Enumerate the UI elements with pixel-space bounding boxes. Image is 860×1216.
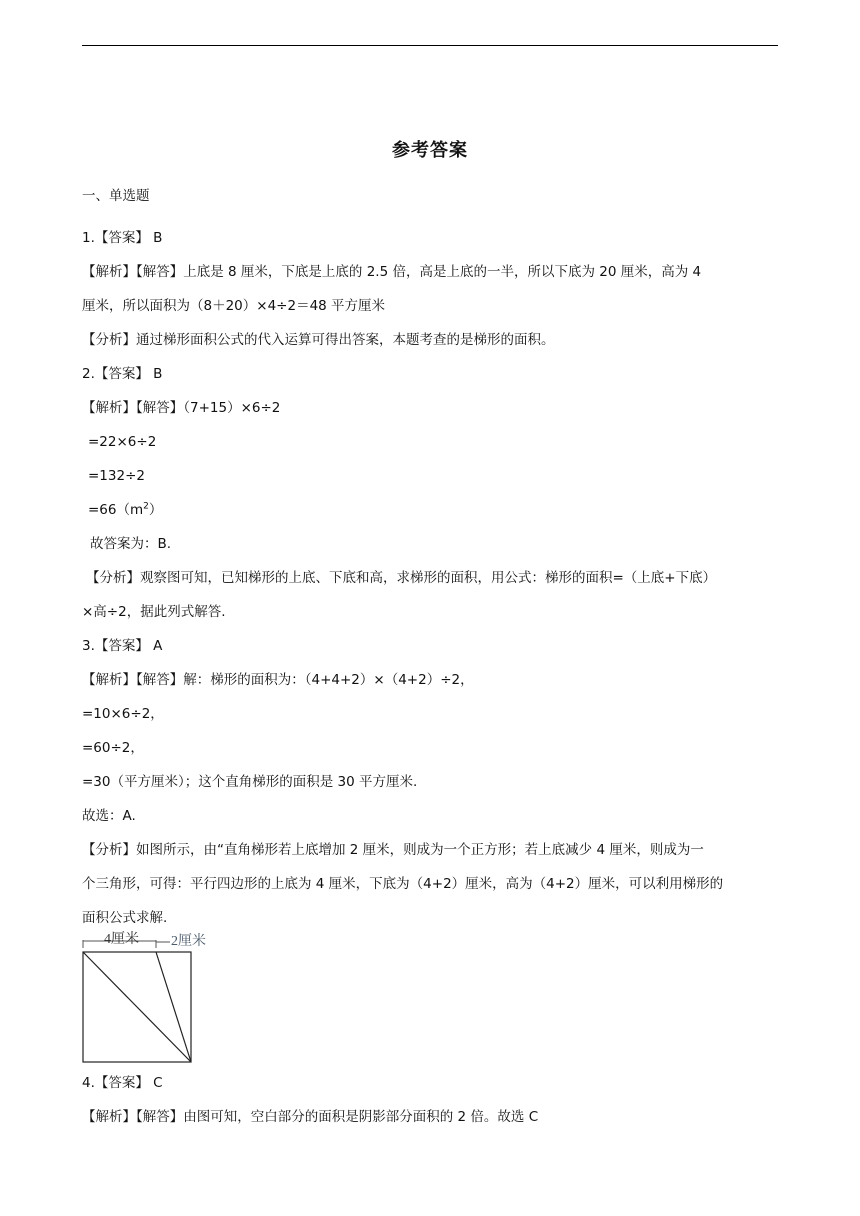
q3-step-3: =30（平方厘米）；这个直角梯形的面积是 30 平方厘米. bbox=[82, 774, 418, 790]
trapezoid-figure bbox=[80, 928, 210, 1066]
section-heading: 一、单选题 bbox=[82, 188, 150, 204]
header-rule bbox=[82, 45, 778, 46]
q4-analysis: 【解析】【解答】由图可知，空白部分的面积是阴影部分面积的 2 倍。故选 C bbox=[82, 1109, 539, 1125]
page-title: 参考答案 bbox=[392, 140, 468, 161]
q2-note-line-2: ×高÷2，据此列式解答. bbox=[82, 604, 226, 620]
q1-analysis-line-1: 【解析】【解答】上底是 8 厘米，下底是上底的 2.5 倍，高是上底的一半，所以下底为 20 厘米，高为 4 bbox=[82, 264, 702, 280]
q1-note: 【分析】通过梯形面积公式的代入运算可得出答案，本题考查的是梯形的面积。 bbox=[82, 332, 555, 348]
q2-answer: 2.【答案】 B bbox=[82, 366, 163, 382]
q2-step-3 bbox=[88, 500, 162, 520]
q3-step-1: =10×6÷2， bbox=[82, 706, 164, 722]
q3-note-line-2: 个三角形，可得：平行四边形的上底为 4 厘米，下底为（4+2）厘米，高为（4+2）厘米，可以利用梯形的 bbox=[82, 876, 724, 892]
q3-answer: 3.【答案】 A bbox=[82, 638, 163, 654]
q3-choice: 故选：A. bbox=[82, 808, 136, 824]
diagonal-line bbox=[83, 952, 191, 1062]
q4-answer: 4.【答案】 C bbox=[82, 1075, 163, 1091]
q3-analysis: 【解析】【解答】解：梯形的面积为：（4+4+2）×（4+2）÷2， bbox=[82, 672, 474, 688]
q3-note-line-1: 【分析】如图所示，由“直角梯形若上底增加 2 厘米，则成为一个正方形；若上底减少 4 厘米，则成为一 bbox=[82, 842, 704, 858]
q3-step-2: =60÷2， bbox=[82, 740, 144, 756]
q2-conclusion: 故答案为：B. bbox=[90, 536, 172, 552]
q2-step-2: =132÷2 bbox=[88, 468, 145, 484]
label-4cm: 4厘米 bbox=[104, 932, 139, 947]
q3-note-line-3: 面积公式求解. bbox=[82, 910, 168, 926]
q1-analysis-line-2: 厘米，所以面积为（8＋20）×4÷2＝48 平方厘米 bbox=[82, 298, 386, 314]
label-2cm: 2厘米 bbox=[171, 934, 206, 949]
q2-note-line-1: 【分析】观察图可知，已知梯形的上底、下底和高，求梯形的面积，用公式：梯形的面积=（上底+下底） bbox=[86, 570, 717, 586]
q2-step-1: =22×6÷2 bbox=[88, 434, 157, 450]
q2-step-3-exponent: 2 bbox=[143, 501, 149, 512]
q1-answer: 1.【答案】 B bbox=[82, 230, 163, 246]
q2-analysis: 【解析】【解答】（7+15）×6÷2 bbox=[82, 400, 281, 416]
slant-line bbox=[156, 952, 191, 1062]
q2-step-3-close: ） bbox=[148, 502, 163, 518]
q2-step-3-value: =66（m bbox=[88, 502, 144, 518]
